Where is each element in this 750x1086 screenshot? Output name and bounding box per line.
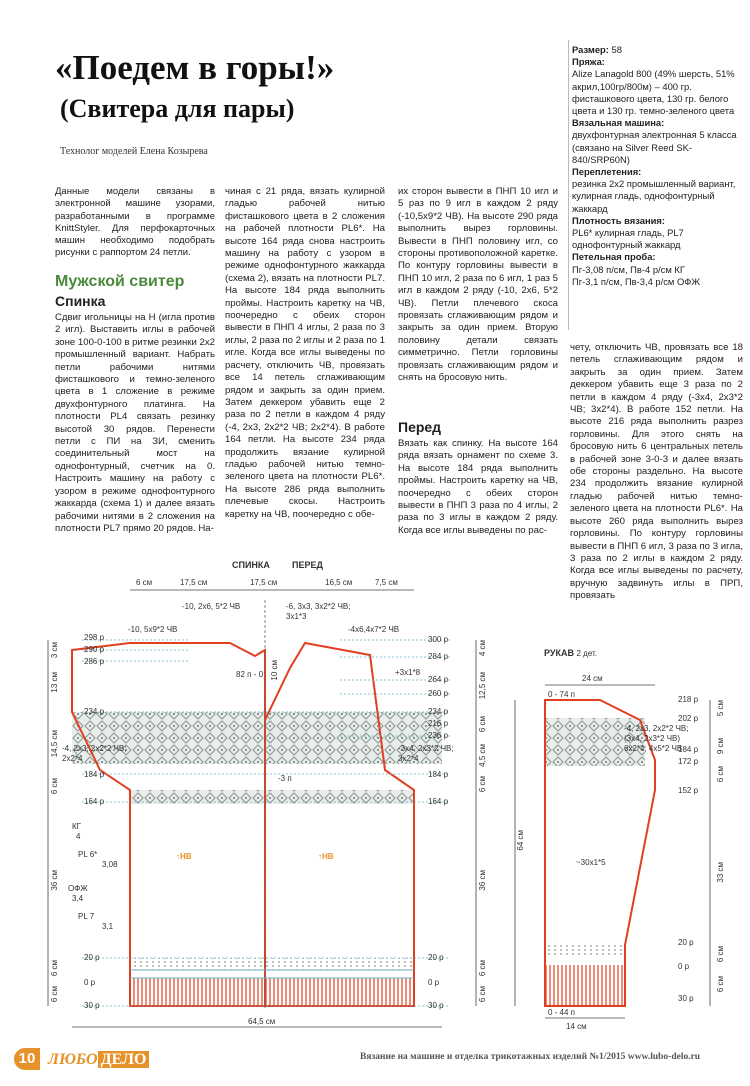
size-label: Размер: bbox=[572, 44, 609, 55]
size-value: 58 bbox=[611, 44, 622, 55]
row-right-6: 216 р bbox=[428, 719, 449, 728]
gauge-label: Петельная проба: bbox=[572, 251, 656, 263]
row-right-5: 234 р bbox=[428, 707, 449, 716]
sleeve-row-5: 20 р bbox=[678, 938, 694, 947]
front-heading: Перед bbox=[398, 419, 442, 435]
h-left-2: 14,5 см bbox=[50, 730, 59, 758]
gauge-line1: Пг-3,08 п/см, Пв-4 р/см КГ bbox=[572, 263, 685, 275]
row-right-2: 264 р bbox=[428, 675, 449, 684]
sleeve-h-4: 6 см bbox=[716, 946, 725, 963]
ann-front-1: -6, 3х3, 3х2*2 ЧВ; bbox=[286, 602, 351, 611]
density-value: PL6* кулирная гладь, PL7 однофонтурный жаккард bbox=[572, 227, 684, 251]
row-right-0: 300 р bbox=[428, 635, 449, 644]
weaves-label: Переплетения: bbox=[572, 166, 642, 178]
kg-value: 4 bbox=[76, 832, 81, 841]
sleeve-ann-2: (3х4, 2х3*2 ЧВ) bbox=[624, 734, 681, 743]
journal-footer: Вязание на машине и отделка трикотажных изделий №1/2015 www.lubo-delo.ru bbox=[360, 1052, 701, 1062]
back-text-col3: их сторон вывести в ПНП 10 игл и 5 раз по 9 игл в каждом 2 ряду (-10,5х9*2 ЧВ). На высоте 290 ряда выполнить вырез горловины. Вывести в ПНП половину игл, со стороны противоположной каретке. По контуру горловины вывести в ПНП 10 игл, 2 раза по 6 игл, 1 раз 5 игл в каждом 2 ряду (-10, 2х6, 5*2 ЧВ). Петли плечевого скоса провязать сглаживающим рядом и закрыть за один прием. Вторую половину детали связать симметрично. Петли горловины провязать сглаживающим рядом и снять на бросовую нить. bbox=[398, 186, 558, 384]
h-right-7: 6 см bbox=[478, 986, 487, 1003]
sleeve-h-5: 6 см bbox=[716, 976, 725, 993]
sleeve-label bbox=[544, 648, 597, 658]
sleeve-row-6: 0 р bbox=[678, 962, 690, 971]
diagram-back-label: СПИНКА bbox=[232, 560, 270, 570]
sleeve-row-2: 184 р bbox=[678, 745, 699, 754]
row-left-6: 20 р bbox=[84, 953, 100, 962]
row-left-4: 184 р bbox=[84, 770, 105, 779]
pl6-value: 3,08 bbox=[102, 860, 118, 869]
width-bottom: 64,5 см bbox=[248, 1017, 276, 1026]
h-left-1: 13 см bbox=[50, 672, 59, 693]
sleeve-row-4: 152 р bbox=[678, 786, 699, 795]
sleeve-h-1: 9 см bbox=[716, 738, 725, 755]
ann-front-3: +3х1*8 bbox=[395, 668, 421, 677]
h-right-6: 6 см bbox=[478, 960, 487, 977]
front-outline bbox=[265, 643, 414, 1006]
front-text-col4: чету, отключить ЧВ, провязать все 18 петель сглаживающим рядом и закрыть за один прием. Затем деккером убавить еще 3 раза по 2 петли в каждом 4 ряду (-3х4, 2х3*2 ЧВ; 3х2*4). В работе 152 петли. На высоте 216 ряда выполнить разрез горловины. Для этого снять на бросовую нить 6 центральных петель в рабочей зоне 3-0-3 и далее вязать обе стороны раздельно. На высоте 234 продолжить вязание кулирной гладью рабочей нитью темно-зеленого цвета на плотности PL6*. На высоте 260 ряда выполнить вырез горловины. По контуру горловины вывести в ПНП 6 игл, 3 раза по 3 игла, 3 раза по 2 иглы в каждом 2 ряду. Когда все иглы выведены по расчету, вручную задвинуть иглы в ПРП, провязать bbox=[570, 342, 743, 602]
sleeve-h-2: 6 см bbox=[716, 766, 725, 783]
pl6-label: PL 6* bbox=[78, 850, 98, 859]
back-text-col1: Сдвиг игольницы на Н (игла против 2 игл). Выставить иглы в рабочей зоне 100-0-100 в ритме резинки 2х2 промышленный вариант. Набрать петли рабочими нитями фисташкового и темно-зеленого цвета в 1 сложение в режиме двухфонтурного платинга. На плотности PL4 связать резинку высотой 30 рядов. Перенести петли с ПИ на ЗИ, сменить соединительный мост на однофонтурный, счетчик на 0. Настроить машину на работу с узором в режиме однофонтурного жаккарда (схема 1) и далее вязать рабочими нитями в 2 сложения на плотности PL7 прямо 20 рядов. На- bbox=[55, 312, 215, 534]
row-right-8: 164 р bbox=[428, 797, 449, 806]
density-label: Плотность вязания: bbox=[572, 214, 665, 226]
h-left-0: 3 см bbox=[50, 642, 59, 659]
pl7-value: 3,1 bbox=[102, 922, 114, 931]
ofj-value: 3,4 bbox=[72, 894, 84, 903]
dim-top-3: 16,5 см bbox=[325, 578, 353, 587]
sleeve-ann-1: -4, 2х3, 2х2*2 ЧВ; bbox=[624, 724, 689, 733]
back-text-col2: чиная с 21 ряда, вязать кулирной гладью рабочей нитью фисташкового цвета в 2 сложения на рабочей плотности PL6*. На высоте 164 ряда снова настроить машину на работу с узором в режиме однофонтурного жаккарда (схема 2), вязать на плотности PL7. На высоте 184 ряда выполнить проймы. Настроить каретку на ЧВ, поочередно с обеих сторон вывести в ПНП 4 иглы, 2 раза по 3 иглы, 2 раза по 2 иглы и 2 раза по 1 игле. Когда все иглы выведены по расчету, отключить ЧВ, провязать все 14 петель сглаживающим рядом и закрыть за один прием. Затем деккером убавить еще 2 раза по 2 петли в каждом 4 ряду (-4, 2х3, 2х2*2 ЧВ; 2х2*4). В работе 164 петли. На высоте 234 ряда продолжить вязание кулирной гладью рабочей нитью темно-зеленого цвета на плотности PL6*. На высоте 286 ряда выполнить плечевые скосы. Настроить каретку на ЧВ, поочередно с обе- bbox=[225, 186, 385, 520]
ann-back-1: -10, 2х6, 5*2 ЧВ bbox=[182, 602, 241, 611]
page-number: 10 bbox=[14, 1048, 40, 1070]
direction-front: ↑НВ bbox=[318, 852, 334, 861]
h-right-4: 6 см bbox=[478, 776, 487, 793]
row-left-5: 164 р bbox=[84, 797, 105, 806]
row-left-0: 298 р bbox=[84, 633, 105, 642]
row-right-11: 30 р bbox=[428, 1001, 444, 1010]
brand-part2: ДЕЛО bbox=[98, 1051, 150, 1068]
article-title: «Поедем в горы!» bbox=[55, 48, 335, 87]
diagram-front-label: ПЕРЕД bbox=[292, 560, 323, 570]
row-right-1: 284 р bbox=[428, 652, 449, 661]
sleeve-increase: ~30х1*5 bbox=[576, 858, 606, 867]
kg-label: КГ bbox=[72, 822, 81, 831]
h-left-5: 6 см bbox=[50, 960, 59, 977]
h-right-0: 4 см bbox=[478, 640, 487, 657]
h-right-5: 36 см bbox=[478, 870, 487, 891]
yarn-label: Пряжа: bbox=[572, 56, 605, 68]
sleeve-row-7: 30 р bbox=[678, 994, 694, 1003]
sleeve-bottom: 14 см bbox=[566, 1022, 587, 1031]
dim-top-0: 6 см bbox=[136, 578, 153, 587]
row-left-8: 30 р bbox=[84, 1001, 100, 1010]
ann-arm-front: -3х4, 2х3*2 ЧВ; bbox=[398, 744, 454, 753]
row-left-7: 0 р bbox=[84, 978, 96, 987]
sleeve-count: 2 дет. bbox=[576, 649, 598, 658]
pl7-label: PL 7 bbox=[78, 912, 95, 921]
ann-arm-front2: 3х2*4 bbox=[398, 754, 419, 763]
nv-front-label: НВ bbox=[322, 852, 334, 861]
direction-back: ↑НВ bbox=[176, 852, 192, 861]
dim-top-4: 7,5 см bbox=[375, 578, 398, 587]
body-jacquard-bands bbox=[72, 712, 442, 1006]
neck-rows: 82 п - 0 bbox=[236, 670, 264, 679]
brand-part1: ЛЮБО bbox=[48, 1051, 98, 1068]
sleeve-ann-3: 6х2*4; 4х5*2 ЧВ bbox=[624, 744, 683, 753]
sleeve-row-1: 202 р bbox=[678, 714, 699, 723]
row-right-3: 260 р bbox=[428, 689, 449, 698]
row-right-10: 0 р bbox=[428, 978, 440, 987]
ofj-label: ОФЖ bbox=[68, 884, 88, 893]
brand-logo bbox=[48, 1047, 149, 1070]
ann-front-2: -4х6,4х7*2 ЧВ bbox=[348, 625, 400, 634]
dim-top-1: 17,5 см bbox=[180, 578, 208, 587]
back-heading: Спинка bbox=[55, 293, 106, 309]
row-right-7: 184 р bbox=[428, 770, 449, 779]
sleeve-title: РУКАВ bbox=[544, 648, 574, 658]
back-outline bbox=[72, 643, 265, 1006]
row-right-4: 236 р bbox=[428, 731, 449, 740]
ann-arm-back2: 2х2*4 bbox=[62, 754, 83, 763]
row-left-1: 290 р bbox=[84, 645, 105, 654]
sleeve-top: 24 см bbox=[582, 674, 603, 683]
row-right-9: 20 р bbox=[428, 953, 444, 962]
sleeve-top-st: 0 - 74 п bbox=[548, 690, 576, 699]
sleeve-h-0: 5 см bbox=[716, 700, 725, 717]
machine-label: Вязальная машина: bbox=[572, 117, 665, 129]
sleeve-height: 64 см bbox=[516, 830, 525, 851]
weaves-value: резинка 2х2 промышленный вариант, кулирная гладь, однофонтурный жаккард bbox=[572, 178, 736, 214]
machine-value: двухфонтурная электронная 5 класса (связано на Silver Reed SK-840/SRP60N) bbox=[572, 129, 737, 165]
sleeve-row-0: 218 р bbox=[678, 695, 699, 704]
intro-paragraph: Данные модели связаны в электронной машине узорами, разработанными в программе KnittStyler. Для перфокарточных машин необходимо подобрать рисунки с раппортом 24 петли. bbox=[55, 186, 215, 259]
front-text: Вязать как спинку. На высоте 164 ряда вязать орнамент по схеме 3. На высоте 184 ряда выполнить проймы. Настроить каретку на ЧВ, поочередно с обеих сторон вывести в ПНП 3 раза по 4 иглы, 2 раза по 3 иглы в каждом 2 ряду. Когда все иглы выведены по рас- bbox=[398, 438, 558, 536]
slit-note: -3 п bbox=[278, 774, 292, 783]
row-left-2: 286 р bbox=[84, 657, 105, 666]
technologist-credit: Технолог моделей Елена Козырева bbox=[60, 146, 208, 157]
nv-back-label: НВ bbox=[180, 852, 192, 861]
gauge-line2: Пг-3,1 п/см, Пв-3,4 р/см ОФЖ bbox=[572, 275, 701, 287]
sleeve-bottom-st: 0 - 44 п bbox=[548, 1008, 576, 1017]
yarn-value: Alize Lanagold 800 (49% шерсть, 51% акрил,100гр/800м) – 400 гр. фисташкового цвета, 130 гр. белого цвета и 130 гр. темно-зеленого цвета bbox=[572, 68, 735, 117]
sleeve-h-3: 33 см bbox=[716, 862, 725, 883]
dim-top-2: 17,5 см bbox=[250, 578, 278, 587]
ann-front-1b: 3х1*3 bbox=[286, 612, 307, 621]
h-right-1: 12,5 см bbox=[478, 672, 487, 700]
sleeve-row-3: 172 р bbox=[678, 757, 699, 766]
h-right-2: 6 см bbox=[478, 716, 487, 733]
h-left-6: 6 см bbox=[50, 986, 59, 1003]
h-left-3: 6 см bbox=[50, 778, 59, 795]
ann-back-2: -10, 5х9*2 ЧВ bbox=[128, 625, 178, 634]
section-title: Мужской свитер bbox=[55, 273, 185, 290]
article-subtitle: (Свитера для пары) bbox=[60, 94, 295, 123]
ann-arm-back: -4, 2х3, 2х2*2 ЧВ; bbox=[62, 744, 127, 753]
row-left-3: 234 р bbox=[84, 707, 105, 716]
neck-height: 10 см bbox=[270, 660, 279, 681]
h-left-4: 36 см bbox=[50, 870, 59, 891]
h-right-3: 4,5 см bbox=[478, 744, 487, 767]
